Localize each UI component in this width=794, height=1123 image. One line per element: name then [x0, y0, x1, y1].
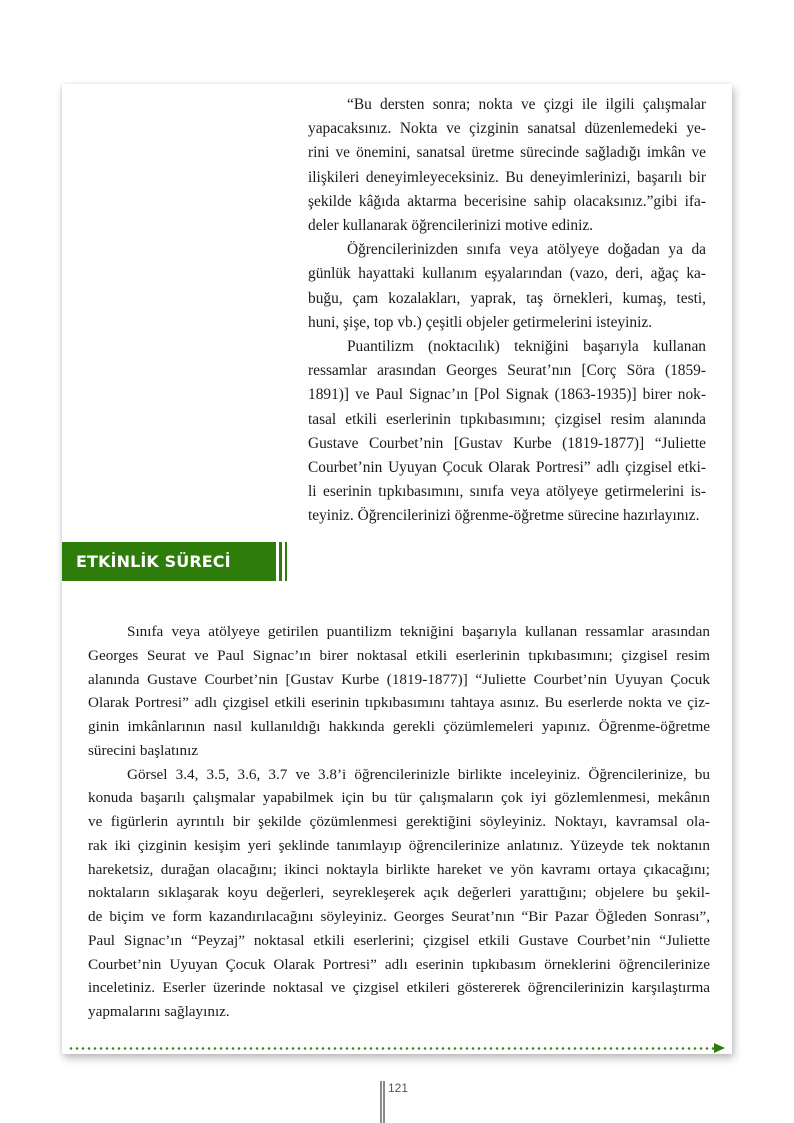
text-line: sürecini başlatınız	[88, 741, 199, 759]
text-line: li eserinin tıpkıbasımını, sınıfa veya atölyeye getirmelerini is-	[308, 483, 706, 501]
section-heading-bar	[62, 542, 276, 581]
text-line: hareketsiz, durağan olacağını; ikinci noktayla birlikte hareket ve yön kavramı ortaya çıkacağını;	[88, 860, 710, 878]
text-line: şekilde kâğıda aktarma becerisine sahip olacaksınız.”gibi ifa-	[308, 192, 706, 210]
text-line: Georges Seurat ve Paul Signac’ın birer noktasal etkili eserlerinin tıpkıbasımını; çizgisel resim	[88, 646, 710, 664]
heading-accent-stripe	[285, 542, 287, 581]
section-title: ETKİNLİK SÜRECİ	[76, 552, 231, 571]
text-line: rak iki çizginin kesişim yeri şeklinde tanımlayıp öğrencilerinize anlatınız. Yüzeyde tek noktanın	[88, 836, 710, 854]
page-number: 121	[388, 1081, 409, 1095]
text-line: ilişkileri deneyimleyeceksiniz. Bu deneyimlerinizi, başarılı bir	[308, 168, 706, 186]
text-line: Görsel 3.4, 3.5, 3.6, 3.7 ve 3.8’i öğrencilerinizle birlikte inceleyiniz. Öğrencilerinize, bu	[127, 765, 710, 783]
text-line: konuda başarılı çalışmalar yapabilmek için bu tür çalışmaların çok iyi gözlemlenmesi, mekânın	[88, 789, 710, 807]
text-line: inceletiniz. Eserler üzerinde noktasal ve çizgisel etkileri göstererek öğrencilerinizin karşılaştırma	[88, 979, 710, 997]
intro-text-column	[308, 93, 706, 529]
dotted-divider	[68, 1047, 716, 1050]
activity-paragraph	[88, 763, 710, 1024]
text-line: Paul Signac’ın “Peyzaj” noktasal etkili eserlerini; çizgisel etkili Gustave Courbet’nin “Juliette	[88, 931, 710, 949]
text-line: Öğrencilerinizden sınıfa veya atölyeye doğadan ya da	[347, 241, 706, 259]
text-line: Courbet’nin Uyuyan Çocuk Olarak Portresi” adlı eserinin tıpkıbasım örneklerini öğrencilerinize	[88, 955, 710, 973]
text-line: noktaların sıklaşarak koyu değerleri, seyrekleşerek açık değerleri yarattığını; objelere bu şekil-	[88, 884, 710, 902]
intro-paragraph	[308, 238, 706, 335]
intro-paragraph	[308, 93, 706, 238]
text-line: 1891)] ve Paul Signac’ın [Pol Signak (1863-1935)] birer nok-	[308, 386, 706, 404]
text-line: tasal etkili eserlerinin tıpkıbasımını; çizgisel resim alanında	[308, 410, 706, 428]
text-line: ressamlar arasından Georges Seurat’nın [Corç Söra (1859-	[308, 362, 706, 380]
text-line: Puantilizm (noktacılık) tekniğini başarıyla kullanan	[347, 338, 706, 356]
heading-accent-stripe	[279, 542, 282, 581]
page-bar	[380, 1081, 382, 1123]
text-line: ginin imkânlarının nasıl kullanıldığı hakkında gerekli çözümlemeleri yapınız. Öğrenme-öğretme	[88, 718, 710, 735]
text-line: Gustave Courbet’nin [Gustav Kurbe (1819-1877)] “Juliette	[308, 434, 706, 452]
text-line: de biçim ve form kazandırılacağını söyleyiniz. Georges Seurat’nın “Bir Pazar Öğleden Sonrası”,	[88, 908, 710, 925]
text-line: alanında Gustave Courbet’nin [Gustav Kurbe (1819-1877)] “Juliette Courbet’nin Uyuyan Çocuk	[88, 670, 710, 688]
text-line: Courbet’nin Uyuyan Çocuk Olarak Portresi” adlı çizgisel etki-	[308, 459, 706, 477]
text-line: huni, şişe, top vb.) çeşitli objeler getirmelerini isteyiniz.	[308, 313, 653, 331]
text-line: yapmalarını sağlayınız.	[88, 1003, 230, 1020]
text-line: Sınıfa veya atölyeye getirilen puantilizm tekniğini başarıyla kullanan ressamlar arasından	[127, 623, 710, 640]
page-number-bars	[380, 1081, 385, 1123]
text-line: teyiniz. Öğrencilerinizi öğrenme-öğretme sürecine hazırlayınız.	[308, 507, 700, 525]
text-line: “Bu dersten sonra; nokta ve çizgi ile ilgili çalışmalar	[347, 96, 706, 113]
activity-text-column	[88, 620, 710, 1024]
activity-paragraph	[88, 620, 710, 763]
text-line: rini ve önemini, sanatsal üretme sürecinde sağladığı imkân ve	[308, 144, 706, 162]
page-bar	[383, 1081, 385, 1123]
text-line: ve figürlerin ayrıntılı bir şekilde çözümlenmesi gerektiğini söyleyiniz. Noktayı, kavramsal ola-	[88, 813, 710, 830]
intro-paragraph	[308, 335, 706, 529]
text-line: yapacaksınız. Nokta ve çizginin sanatsal düzenlemedeki ye-	[308, 120, 706, 138]
arrow-right-icon	[714, 1043, 725, 1053]
text-line: deler kullanarak öğrencilerinizi motive ediniz.	[308, 217, 594, 235]
text-line: Olarak Portresi” adlı çizgisel etkili eserinin tıpkıbasımını tahtaya asınız. Bu eserlerde nokta ve çiz-	[88, 694, 710, 712]
text-line: buğu, çam kozalakları, yaprak, taş örnekleri, kumaş, testi,	[308, 289, 706, 307]
text-line: günlük hayattaki kullanım eşyalarından (vazo, deri, ağaç ka-	[308, 265, 706, 283]
